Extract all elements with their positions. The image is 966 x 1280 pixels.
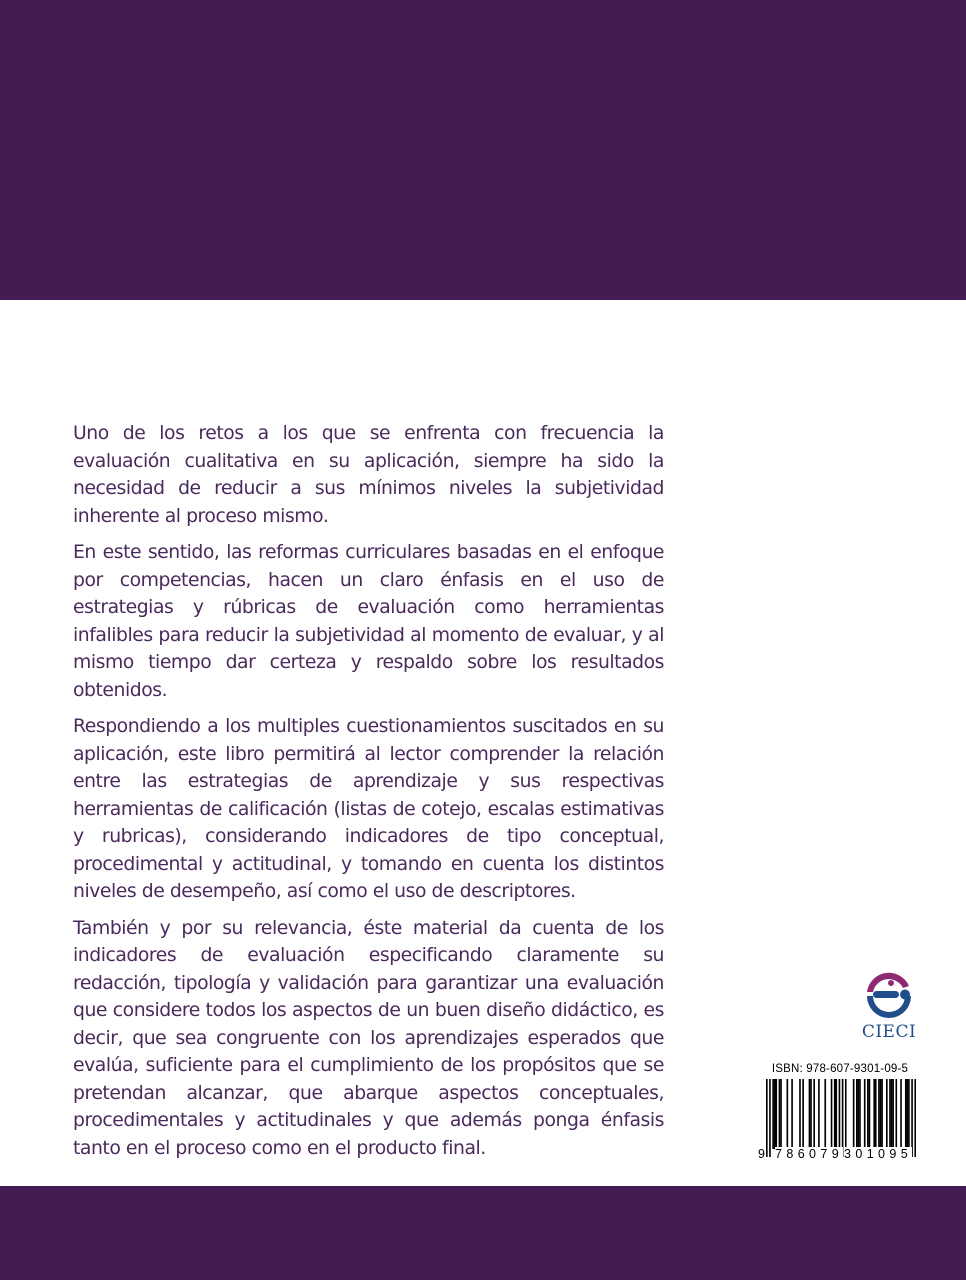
barcode-bar [775, 1079, 777, 1149]
barcode-bar [845, 1079, 847, 1149]
barcode-bar [892, 1079, 894, 1149]
barcode-bar [824, 1079, 826, 1149]
barcode-bar [791, 1079, 793, 1149]
barcode-bar [769, 1079, 771, 1157]
barcode-bar [834, 1079, 836, 1149]
barcode-bar [891, 1079, 893, 1149]
barcode-bar [905, 1079, 907, 1149]
blurb-paragraph-4: También y por su relevancia, éste material da cuenta de los indicadores de evaluación especificando claramente su redacción, tipología y validación para garantizar una evaluación que considere todos los aspectos de un buen diseño didáctico, es decir, que sea congruente con los aprendizajes esperados que evalúa, suficiente para el cumplimiento de los propósitos que se pretendan alcanzar, que abarque aspectos conceptuales, procedimentales y actitudinales y que además ponga énfasis tanto en el proceso como en el producto final. [73, 917, 664, 1159]
barcode-bar [880, 1079, 882, 1149]
barcode-bar [809, 1079, 811, 1149]
barcode-bar [895, 1079, 897, 1149]
top-color-band [0, 0, 966, 300]
barcode-bar [889, 1079, 891, 1149]
barcode-bar [813, 1079, 815, 1149]
barcode-bar [835, 1079, 837, 1149]
barcode-right-digits: 301095 [844, 1147, 913, 1161]
barcode-bar [831, 1079, 833, 1149]
cieci-logo-icon [861, 970, 917, 1020]
barcode-bar [766, 1079, 768, 1157]
barcode-bar [859, 1079, 861, 1149]
barcode-bar [911, 1079, 913, 1157]
barcode-bar [853, 1079, 855, 1149]
barcode-digits [760, 1147, 920, 1163]
barcode-bar [875, 1079, 877, 1149]
barcode-bar [802, 1079, 804, 1149]
barcode-bar [799, 1079, 801, 1149]
logo-wordmark: CIECI [861, 1022, 917, 1042]
barcode-bar [780, 1079, 782, 1149]
barcode-bar [914, 1079, 916, 1157]
barcode-bar [867, 1079, 869, 1149]
back-cover-blurb [73, 420, 664, 1171]
barcode-lead-digit: 9 [758, 1147, 765, 1161]
barcode-bar [810, 1079, 812, 1149]
blurb-paragraph-1: Uno de los retos a los que se enfrenta con frecuencia la evaluación cualitativa en su aplicación, siempre ha sido la necesidad de reducir a sus mínimos niveles la subjetividad inherente al proceso mismo. [73, 423, 664, 527]
barcode-bar [864, 1079, 866, 1149]
barcode-bar [900, 1079, 902, 1149]
barcode-bar [878, 1079, 880, 1149]
barcode-bar [779, 1079, 781, 1149]
barcode-bar [818, 1079, 820, 1149]
barcode-bar [842, 1079, 844, 1157]
barcode-bars [766, 1079, 916, 1157]
isbn-barcode [760, 1063, 920, 1166]
barcode-bar [907, 1079, 909, 1149]
isbn-label: ISBN: 978-607-9301-09-5 [771, 1063, 909, 1075]
barcode-bar [787, 1079, 789, 1149]
barcode-bar [858, 1079, 860, 1149]
barcode-bar [886, 1079, 888, 1149]
barcode-bar [772, 1079, 774, 1149]
barcode-bar [869, 1079, 871, 1149]
barcode-bar [881, 1079, 883, 1149]
publisher-logo [851, 970, 927, 1044]
barcode-left-digits: 786079 [775, 1147, 844, 1161]
bottom-color-band [0, 1186, 966, 1280]
barcode-bar [873, 1079, 875, 1149]
barcode-bar [774, 1079, 776, 1149]
blurb-paragraph-2: En este sentido, las reformas curriculares basadas en el enfoque por competencias, hacen un claro énfasis en el uso de estrategias y rúbricas de evaluación como herramientas infalibles para reducir la subjetividad al momento de evaluar, y al mismo tiempo dar certeza y respaldo sobre los resultados obtenidos. [73, 542, 664, 701]
barcode-bar [856, 1079, 858, 1149]
barcode-bar [839, 1079, 841, 1157]
blurb-paragraph-3: Respondiendo a los multiples cuestionamientos suscitados en su aplicación, este libro permitirá al lector comprender la relación entre las estrategias de aprendizaje y sus respectivas herramientas de calificación (listas de cotejo, escalas estimativas y rubricas), considerando indicadores de tipo conceptual, procedimental y actitudinal, y tomando en cuenta los distintos niveles de desempeño, así como el uso de descriptores. [73, 716, 664, 902]
barcode-bar [908, 1079, 910, 1149]
